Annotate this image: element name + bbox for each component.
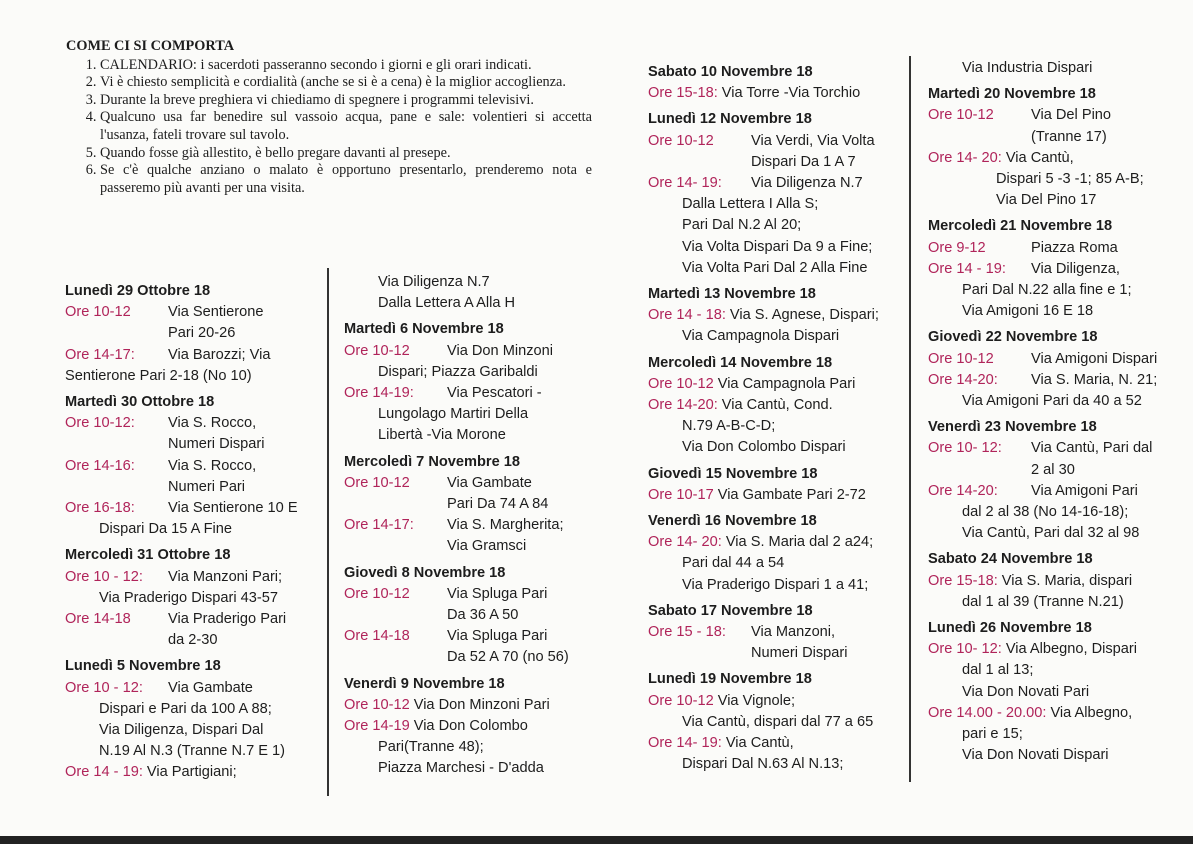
day-heading: Sabato 17 Novembre 18: [648, 602, 813, 619]
time-slot: Ore 14-19:: [344, 385, 414, 402]
day-heading: Martedì 6 Novembre 18: [344, 321, 504, 338]
time-slot: Ore 10-12: [65, 304, 131, 321]
street-list: Via Amigoni Pari: [1031, 482, 1138, 499]
street-continuation: Pari(Tranne 48);: [378, 739, 484, 756]
street-continuation: Via Del Pino 17: [996, 192, 1097, 209]
street-list: Via Praderigo Pari: [168, 611, 287, 628]
street-list: Via Campagnola Pari: [717, 375, 856, 392]
time-slot: Ore 10- 12:: [928, 440, 1002, 457]
day-heading: Sabato 10 Novembre 18: [648, 64, 813, 80]
schedule-entry: [928, 370, 1178, 391]
street-continuation: Libertà -Via Morone: [378, 427, 506, 444]
street-continuation: da 2-30: [168, 632, 218, 649]
street-continuation: Da 52 A 70 (no 56): [447, 649, 569, 666]
schedule-entry: [65, 762, 327, 783]
street-continuation: Dalla Lettera I Alla S;: [682, 196, 819, 213]
rules-list: [66, 57, 592, 198]
day-heading: Lunedì 12 Novembre 18: [648, 111, 812, 128]
street-continuation: Via Praderigo Dispari 43-57: [99, 589, 279, 606]
street-continuation: N.79 A-B-C-D;: [682, 418, 776, 435]
time-slot: Ore 10- 12:: [928, 641, 1002, 658]
street-continuation: Dalla Lettera A Alla H: [378, 295, 516, 312]
street-list: Via Cantù,: [725, 735, 794, 752]
street-continuation: Via Volta Dispari Da 9 a Fine;: [682, 238, 873, 255]
street-list: Via S. Rocco,: [168, 457, 257, 474]
street-continuation: Via Amigoni 16 E 18: [962, 303, 1094, 320]
rule-item: 5. Quando fosse già allestito, è bello pregare davanti al presepe.: [100, 145, 592, 163]
street-list: Via S. Margherita;: [447, 517, 564, 534]
schedule-entry: [648, 395, 908, 416]
schedule-column-4: [928, 58, 1178, 767]
street-continuation: Lungolago Martiri Della: [378, 406, 529, 423]
scan-edge: [0, 836, 1193, 844]
street-list: Via Diligenza,: [1031, 260, 1120, 277]
street-continuation: Pari Da 74 A 84: [447, 496, 549, 513]
time-slot: Ore 14-20:: [928, 482, 998, 499]
schedule-column-3: [648, 57, 908, 776]
street-list: Via Gambate: [168, 679, 253, 696]
street-list: Via Sentierone 10 E: [168, 500, 298, 517]
street-continuation: Via Don Novati Dispari: [962, 747, 1109, 764]
schedule-entry: [928, 349, 1178, 370]
schedule-entry: [648, 173, 908, 194]
rule-item: 1. CALENDARIO: i sacerdoti passeranno secondo i giorni e gli orari indicati.: [100, 57, 592, 75]
street-list: Via Vignole;: [717, 692, 796, 709]
schedule-entry: [648, 691, 908, 712]
time-slot: Ore 15-18:: [928, 572, 998, 589]
time-slot: Ore 10-12: [344, 474, 410, 491]
schedule-entry: [344, 515, 606, 536]
time-slot: Ore 14- 20:: [928, 149, 1002, 166]
schedule-entry: [648, 305, 908, 326]
street-continuation: pari e 15;: [962, 726, 1023, 743]
rule-item: 6. Se c'è qualche anziano o malato è opportuno presentarlo, prenderemo nota e passeremo più avanti per una visita.: [100, 162, 592, 197]
street-list: Via Cantù, Pari dal: [1031, 440, 1153, 457]
schedule-entry: [648, 131, 908, 152]
time-slot: Ore 10-17: [648, 486, 714, 503]
street-continuation: Via Volta Pari Dal 2 Alla Fine: [682, 259, 868, 276]
street-list: Via Gambate: [447, 474, 532, 491]
street-continuation: Dispari e Pari da 100 A 88;: [99, 700, 272, 717]
day-heading: Giovedì 8 Novembre 18: [344, 564, 506, 581]
time-slot: Ore 16-18:: [65, 500, 135, 517]
time-slot: Ore 14-16:: [65, 457, 135, 474]
time-slot: Ore 10-12: [648, 375, 714, 392]
schedule-entry: [344, 383, 606, 404]
time-slot: Ore 14-18: [65, 611, 131, 628]
street-continuation: Via Industria Dispari: [962, 60, 1093, 76]
schedule-entry: [928, 639, 1178, 660]
time-slot: Ore 10-12: [648, 132, 714, 149]
street-list: Via Diligenza N.7: [751, 175, 863, 192]
time-slot: Ore 14-20:: [648, 397, 718, 414]
time-slot: Ore 14-20:: [928, 371, 998, 388]
schedule-entry: [648, 374, 908, 395]
schedule-entry: [344, 584, 606, 605]
street-continuation: Via Amigoni Pari da 40 a 52: [962, 393, 1142, 410]
street-list: Via S. Rocco,: [168, 415, 257, 432]
schedule-entry: [928, 481, 1178, 502]
time-slot: Ore 10-12: [928, 107, 994, 124]
schedule-entry: [65, 498, 327, 519]
street-list: Via Cantù,: [1005, 149, 1074, 166]
schedule-entry: [648, 83, 908, 104]
street-list: Via S. Maria dal 2 a24;: [725, 534, 874, 551]
column-divider: [909, 56, 911, 782]
time-slot: Ore 10 - 12:: [65, 568, 143, 585]
street-continuation: Dispari Dal N.63 Al N.13;: [682, 756, 844, 773]
day-heading: Venerdì 23 Novembre 18: [928, 419, 1097, 436]
day-heading: Mercoledì 21 Novembre 18: [928, 218, 1113, 235]
street-continuation: Dispari Da 1 A 7: [751, 153, 856, 170]
street-continuation: dal 2 al 38 (No 14-16-18);: [962, 504, 1129, 521]
day-heading: Giovedì 22 Novembre 18: [928, 329, 1098, 346]
time-slot: Ore 15 - 18:: [648, 624, 726, 641]
schedule-entry: [928, 238, 1178, 259]
street-list: Via S. Agnese, Dispari;: [729, 307, 879, 324]
time-slot: Ore 14 - 18:: [648, 307, 726, 324]
street-continuation: Piazza Marchesi - D'adda: [378, 760, 544, 777]
street-continuation: Via Campagnola Dispari: [682, 328, 840, 345]
schedule-entry: [648, 532, 908, 553]
street-list: Via Amigoni Dispari: [1031, 350, 1158, 367]
street-continuation: Via Diligenza, Dispari Dal: [99, 722, 264, 739]
street-continuation: Da 36 A 50: [447, 607, 519, 624]
street-continuation: Via Don Novati Pari: [962, 683, 1090, 700]
rule-item: 3. Durante la breve preghiera vi chiediamo di spegnere i programmi televisivi.: [100, 92, 592, 110]
street-list: Via Torre -Via Torchio: [721, 85, 861, 102]
time-slot: Ore 9-12: [928, 239, 986, 256]
time-slot: Ore 14-17:: [344, 517, 414, 534]
schedule-entry: [344, 695, 606, 716]
street-list: Via Don Minzoni: [447, 342, 553, 359]
schedule-entry: [65, 678, 327, 699]
time-slot: Ore 14- 20:: [648, 534, 722, 551]
street-continuation: Pari 20-26: [168, 325, 236, 342]
schedule-entry: [928, 438, 1178, 459]
street-list: Via Manzoni Pari;: [168, 568, 283, 585]
time-slot: Ore 14 - 19:: [65, 764, 143, 781]
street-continuation: Dispari 5 -3 -1; 85 A-B;: [996, 171, 1144, 188]
schedule-entry: [65, 345, 327, 366]
time-slot: Ore 14-19: [344, 718, 410, 735]
schedule-entry: [65, 302, 327, 323]
street-list: Via Cantù, Cond.: [721, 397, 833, 414]
street-list: Via Barozzi; Via: [168, 346, 271, 363]
schedule-entry: [344, 716, 606, 737]
schedule-entry: [65, 567, 327, 588]
street-list: Via Albegno, Dispari: [1005, 641, 1137, 658]
time-slot: Ore 15-18:: [648, 85, 718, 102]
schedule-entry: [648, 622, 908, 643]
street-list: Via Pescatori -: [447, 385, 542, 402]
time-slot: Ore 10-12: [344, 696, 410, 713]
street-continuation: Dispari Da 15 A Fine: [99, 521, 233, 538]
street-continuation: Sentierone Pari 2-18 (No 10): [65, 367, 252, 384]
street-continuation: Via Don Colombo Dispari: [682, 439, 846, 456]
day-heading: Lunedì 26 Novembre 18: [928, 620, 1092, 637]
street-list: Via S. Maria, N. 21;: [1031, 371, 1158, 388]
street-continuation: (Tranne 17): [1031, 128, 1107, 145]
street-continuation: dal 1 al 13;: [962, 662, 1034, 679]
street-continuation: Via Diligenza N.7: [378, 274, 490, 290]
street-list: Via Albegno,: [1050, 704, 1133, 721]
time-slot: Ore 14- 19:: [648, 735, 722, 752]
time-slot: Ore 14-17:: [65, 346, 135, 363]
time-slot: Ore 10 - 12:: [65, 679, 143, 696]
time-slot: Ore 14- 19:: [648, 175, 722, 192]
schedule-entry: [928, 105, 1178, 126]
rules-section: [66, 38, 592, 197]
street-list: Via Sentierone: [168, 304, 264, 321]
schedule-column-1: [65, 276, 327, 784]
street-list: Via S. Maria, dispari: [1001, 572, 1133, 589]
street-list: Via Spluga Pari: [447, 628, 548, 645]
time-slot: Ore 10-12: [648, 692, 714, 709]
time-slot: Ore 14-18: [344, 628, 410, 645]
day-heading: Lunedì 5 Novembre 18: [65, 658, 221, 675]
street-list: Via Don Colombo: [413, 718, 528, 735]
time-slot: Ore 10-12: [928, 350, 994, 367]
schedule-entry: [928, 703, 1178, 724]
street-list: Via Gambate Pari 2-72: [717, 486, 866, 503]
day-heading: Venerdì 16 Novembre 18: [648, 513, 817, 530]
street-continuation: Via Cantù, Pari dal 32 al 98: [962, 525, 1140, 542]
time-slot: Ore 10-12: [344, 585, 410, 602]
schedule-entry: [344, 626, 606, 647]
street-continuation: Numeri Dispari: [751, 645, 848, 662]
rules-title: COME CI SI COMPORTA: [66, 38, 235, 54]
schedule-column-2: [344, 272, 606, 780]
schedule-entry: [65, 609, 327, 630]
street-continuation: Pari Dal N.22 alla fine e 1;: [962, 282, 1132, 299]
street-list: Via Del Pino: [1031, 107, 1112, 124]
schedule-entry: [344, 341, 606, 362]
day-heading: Mercoledì 7 Novembre 18: [344, 453, 521, 470]
street-continuation: Numeri Dispari: [168, 436, 265, 453]
time-slot: Ore 14.00 - 20.00:: [928, 704, 1047, 721]
schedule-entry: [928, 148, 1178, 169]
street-list: Via Partigiani;: [146, 764, 237, 781]
street-continuation: Via Praderigo Dispari 1 a 41;: [682, 576, 869, 593]
day-heading: Giovedì 15 Novembre 18: [648, 465, 818, 482]
schedule-entry: [928, 571, 1178, 592]
street-continuation: Numeri Pari: [168, 478, 246, 495]
schedule-entry: [344, 473, 606, 494]
street-continuation: Via Cantù, dispari dal 77 a 65: [682, 713, 874, 730]
time-slot: Ore 14 - 19:: [928, 260, 1006, 277]
street-list: Piazza Roma: [1031, 239, 1118, 256]
schedule-entry: [65, 456, 327, 477]
day-heading: Lunedì 19 Novembre 18: [648, 671, 812, 688]
schedule-entry: [648, 485, 908, 506]
day-heading: Martedì 13 Novembre 18: [648, 286, 816, 303]
day-heading: Mercoledì 14 Novembre 18: [648, 354, 833, 371]
street-continuation: Dispari; Piazza Garibaldi: [378, 363, 538, 380]
street-continuation: Via Gramsci: [447, 538, 527, 555]
street-list: Via Verdi, Via Volta: [751, 132, 875, 149]
time-slot: Ore 10-12: [344, 342, 410, 359]
column-divider: [327, 268, 329, 796]
day-heading: Martedì 30 Ottobre 18: [65, 394, 215, 411]
schedule-entry: [648, 733, 908, 754]
street-continuation: N.19 Al N.3 (Tranne N.7 E 1): [99, 743, 286, 760]
rule-item: 2. Vi è chiesto semplicità e cordialità (anche se si è a cena) è la miglior accoglienza.: [100, 74, 592, 92]
time-slot: Ore 10-12:: [65, 415, 135, 432]
day-heading: Martedì 20 Novembre 18: [928, 86, 1096, 103]
street-continuation: Pari dal 44 a 54: [682, 555, 785, 572]
day-heading: Sabato 24 Novembre 18: [928, 551, 1093, 568]
street-continuation: Pari Dal N.2 Al 20;: [682, 217, 802, 234]
day-heading: Mercoledì 31 Ottobre 18: [65, 547, 231, 564]
schedule-entry: [65, 413, 327, 434]
schedule-entry: [928, 259, 1178, 280]
street-list: Via Don Minzoni Pari: [413, 696, 550, 713]
day-heading: Venerdì 9 Novembre 18: [344, 675, 505, 692]
street-continuation: 2 al 30: [1031, 461, 1075, 478]
street-continuation: dal 1 al 39 (Tranne N.21): [962, 593, 1124, 610]
street-list: Via Manzoni,: [751, 624, 836, 641]
day-heading: Lunedì 29 Ottobre 18: [65, 283, 211, 299]
rule-item: 4. Qualcuno usa far benedire sul vassoio acqua, pane e sale: volentieri si accetta l'usanza, fateli trovare sul tavolo.: [100, 109, 592, 144]
street-list: Via Spluga Pari: [447, 585, 548, 602]
